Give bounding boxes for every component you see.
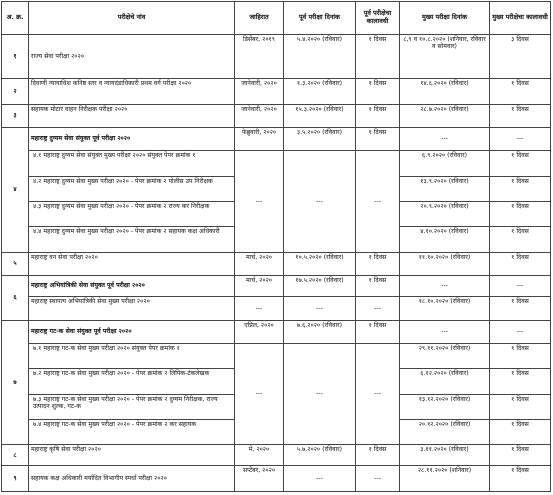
exam-name-cell: महाराष्ट्र दुय्यम सेवा संयुक्त पूर्व परीक्षा २०२० [29,128,235,151]
main-duration-cell: --- [490,276,551,297]
table-row [2,276,551,297]
table-row [2,252,551,275]
table-row [2,104,551,127]
exam-name-cell: सहायक कक्ष अधिकारी मर्यादित विभागीय स्पर्धा परीक्षा २०२० [29,466,235,492]
table-row [2,151,551,176]
prelim-date-cell: १०.५.२०२० (रविवार) [284,252,356,275]
table-row [2,128,551,151]
main-date-cell: --- [400,276,490,297]
main-duration-cell: --- [490,320,551,343]
advertisement-cell: मार्च, २०२० [235,252,284,275]
table-row [2,320,551,343]
main-date-cell: ८,९ व १०.८.२०२० (शनिवार, रविवार व सोमवार) [400,35,490,79]
prelim-date-cell: १५.३.२०२० (रविवार) [284,104,356,127]
prelim-date-cell: ३.५.२०२० (रविवार) [284,128,356,151]
main-date-cell: ६.९.२०२० (रविवार) [400,151,490,176]
main-date-cell: २८.११.२०२० (शनिवार) [400,466,490,492]
main-duration-cell: १ दिवस [490,104,551,127]
main-duration-cell: १ दिवस [490,176,551,201]
advertisement-cell: एप्रिल, २०२० [235,320,284,343]
exam-name-cell: ४.४ महाराष्ट्र दुय्यम सेवा मुख्य परीक्षा २०२० - पेपर क्रमांक २ सहायक कक्ष अधिकारी [29,227,235,252]
prelim-duration-cell: १ दिवस [356,104,400,127]
main-duration-cell: १ दिवस [490,227,551,252]
main-date-cell: १८.१०.२०२० (रविवार) [400,297,490,320]
serial-cell: ७ [2,320,29,445]
prelim-date-cell: ५.७.२०२० (रविवार) [284,445,356,466]
serial-cell: ६ [2,276,29,320]
main-date-cell: १३.१२.२०२० (रविवार) [400,394,490,419]
main-duration-cell: १ दिवस [490,466,551,492]
main-duration-cell: १ दिवस [490,445,551,466]
exam-name-cell: महाराष्ट्र वन सेवा परीक्षा २०२० [29,252,235,275]
serial-cell: ९ [2,466,29,492]
header-prelim-duration: पूर्व परीक्षेचा कालावधी [356,2,400,35]
header-exam-name: परीक्षेचे नांव [29,2,235,35]
prelim-date-cell: १.३.२०२० (रविवार) [284,79,356,104]
main-duration-cell: १ दिवस [490,343,551,368]
table-row [2,445,551,466]
prelim-duration-cell: १ दिवस [356,35,400,79]
main-duration-cell: ३ दिवस [490,35,551,79]
main-duration-cell: --- [490,128,551,151]
prelim-duration-cell: --- [356,343,400,445]
exam-name-cell: महाराष्ट्र कृषि सेवा परीक्षा २०२० [29,445,235,466]
advertisement-cell: सप्टेंबर, २०२० [235,466,284,492]
serial-cell: २ [2,79,29,104]
header-prelim-date: पूर्व परीक्षा दिनांक [284,2,356,35]
exam-name-cell: राज्य सेवा परीक्षा २०२० [29,35,235,79]
header-row [2,2,551,35]
prelim-duration-cell: १ दिवस [356,445,400,466]
main-date-cell: ११.१०.२०२० (रविवार) [400,252,490,275]
advertisement-cell: जानेवारी, २०२० [235,104,284,127]
prelim-date-cell: --- [284,343,356,445]
main-duration-cell: १ दिवस [490,394,551,419]
main-duration-cell: १ दिवस [490,151,551,176]
prelim-duration-cell: १ दिवस [356,252,400,275]
prelim-duration-cell: --- [356,297,400,320]
exam-name-cell: ४.२ महाराष्ट्र दुय्यम सेवा मुख्य परीक्षा २०२० - पेपर क्रमांक २ पोलीस उप निरीक्षक [29,176,235,201]
table-row [2,466,551,492]
advertisement-cell: फेब्रुवारी, २०२० [235,128,284,151]
serial-cell: १ [2,35,29,79]
table-row [2,343,551,368]
exam-name-cell: सहायक मोटार वाहन निरीक्षक परीक्षा २०२० [29,104,235,127]
header-advertisement: जाहिरात [235,2,284,35]
main-date-cell: २०.९.२०२० (रविवार) [400,202,490,227]
header-serial: अ. क्र. [2,2,29,35]
advertisement-cell: जानेवारी, २०२० [235,79,284,104]
exam-name-cell: महाराष्ट्र अभियांत्रिकी सेवा संयुक्त पूर्व परीक्षा २०२० [29,276,235,297]
main-date-cell: --- [400,320,490,343]
exam-name-cell: ७.२ महाराष्ट्र गट-क सेवा मुख्य परीक्षा २०२० - पेपर क्रमांक २ लिपिक-टंकलेखक [29,369,235,394]
advertisement-cell: मे, २०२० [235,445,284,466]
advertisement-cell: --- [235,343,284,445]
prelim-date-cell: १७.५.२०२० (रविवार) [284,276,356,297]
serial-cell: ५ [2,252,29,275]
exam-name-cell: ४.३ महाराष्ट्र दुय्यम सेवा मुख्य परीक्षा २०२० - पेपर क्रमांक २ राज्य कर निरीक्षक [29,202,235,227]
header-main-duration: मुख्य परीक्षेचा कालावधी [490,2,551,35]
serial-cell: ४ [2,128,29,253]
exam-name-cell: ४.१ महाराष्ट्र दुय्यम सेवा संयुक्त मुख्य परीक्षा २०२० संयुक्त पेपर क्रमांक १ [29,151,235,176]
exam-name-cell: दिवाणी न्यायाधिश कनिष्ठ स्तर व न्यायदंडाधिकारी प्रथम वर्ग परीक्षा २०२० [29,79,235,104]
main-date-cell: --- [400,128,490,151]
table-row [2,35,551,79]
main-duration-cell: १ दिवस [490,419,551,444]
prelim-date-cell: --- [284,297,356,320]
prelim-date-cell: --- [284,466,356,492]
prelim-duration-cell: --- [356,466,400,492]
prelim-duration-cell: --- [356,151,400,253]
header-main-date: मुख्य परीक्षा दिनांक [400,2,490,35]
main-duration-cell: १ दिवस [490,297,551,320]
main-date-cell: ६.१२.२०२० (रविवार) [400,369,490,394]
main-duration-cell: १ दिवस [490,369,551,394]
main-date-cell: १३.९.२०२० (रविवार) [400,176,490,201]
main-duration-cell: १ दिवस [490,252,551,275]
exam-name-cell: महाराष्ट्र स्थापत्य अभियांत्रिकी सेवा मुख्य परीक्षा २०२० [29,297,235,320]
main-date-cell: ३.११.२०२० (रविवार) [400,445,490,466]
prelim-duration-cell: १ दिवस [356,276,400,297]
exam-schedule-table [1,1,551,492]
advertisement-cell: --- [235,151,284,253]
prelim-date-cell: ५.४.२०२० (रविवार) [284,35,356,79]
main-date-cell: २९.११.२०२० (रविवार) [400,343,490,368]
main-duration-cell: १ दिवस [490,202,551,227]
main-date-cell: १४.६.२०२० (रविवार) [400,79,490,104]
prelim-duration-cell: १ दिवस [356,320,400,343]
advertisement-cell: --- [235,297,284,320]
table-row [2,297,551,320]
exam-name-cell: महाराष्ट्र गट-क सेवा संयुक्त पूर्व परीक्षा २०२० [29,320,235,343]
main-duration-cell: १ दिवस [490,79,551,104]
prelim-date-cell: --- [284,151,356,253]
serial-cell: ८ [2,445,29,466]
exam-name-cell: ७.१ महाराष्ट्र गट-क सेवा मुख्य परीक्षा २०२० संयुक्त पेपर क्रमांक १ [29,343,235,368]
exam-name-cell: ७.४ महाराष्ट्र गट-क सेवा मुख्य परीक्षा २०२० - पेपर क्रमांक २ कर सहायक [29,419,235,444]
main-date-cell: २०.१२.२०२० (रविवार) [400,419,490,444]
prelim-duration-cell: १ दिवस [356,79,400,104]
advertisement-cell: मार्च, २०२० [235,276,284,297]
main-date-cell: ४.१०.२०२० (रविवार) [400,227,490,252]
exam-name-cell: ७.३ महाराष्ट्र गट-क सेवा मुख्य परीक्षा २०२० - पेपर क्रमांक २ दुय्यम निरीक्षक, राज्य उत्पादन शुल्क, गट-क [29,394,235,419]
prelim-duration-cell: १ दिवस [356,128,400,151]
advertisement-cell: डिसेंबर, २०१९ [235,35,284,79]
prelim-date-cell: ७.६.२०२० (रविवार) [284,320,356,343]
serial-cell: ३ [2,104,29,127]
table-row [2,79,551,104]
main-date-cell: २८.७.२०२० (रविवार) [400,104,490,127]
